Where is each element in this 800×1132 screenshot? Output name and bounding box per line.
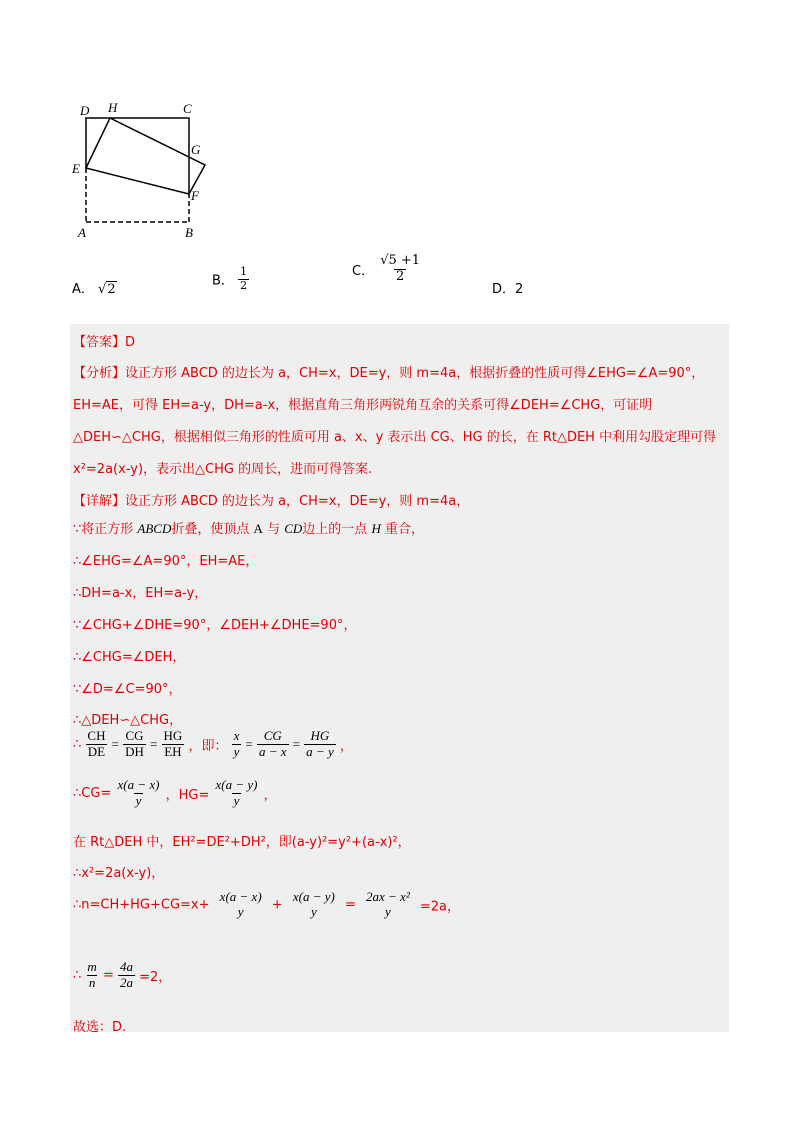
numerator: CH xyxy=(87,728,106,743)
answer-options xyxy=(72,253,752,302)
term-2-fraction xyxy=(291,890,337,920)
comma: ， xyxy=(339,738,353,754)
analysis-line-3: △DEH∽△CHG，根据相似三角形的性质可用 a、x、y 表示出 CG、HG 的长，在 Rt△DEH 中利用勾股定理可得 xyxy=(73,430,717,445)
denominator: a − x xyxy=(259,743,287,759)
detail-step-3: ∴DH=a-x，EH=a-y， xyxy=(73,586,208,601)
fraction-cg-value xyxy=(115,778,161,809)
option-c-num-text: 5 +1 xyxy=(388,253,421,268)
term-3-fraction xyxy=(364,890,412,920)
step1-a: A xyxy=(253,521,263,536)
denominator: 2a xyxy=(120,974,133,990)
label-h: H xyxy=(108,100,118,115)
numerator: 2ax − x² xyxy=(366,889,410,904)
option-a-label: A． xyxy=(72,282,94,297)
detail-header: 【详解】设正方形 ABCD 的边长为 a，CH=x，DE=y，则 m=4a， xyxy=(73,494,470,509)
label-d: D xyxy=(80,103,90,118)
denominator: EH xyxy=(164,743,182,759)
denominator: a − y xyxy=(306,743,334,759)
n-expression-prefix: ∴n=CH+HG+CG=x+ xyxy=(73,897,210,913)
detail-step-9 xyxy=(73,778,277,809)
step1-text-i: 重合， xyxy=(384,522,424,537)
analysis-line-4: x²=2a(x-y)，表示出△CHG 的周长，进而可得答案. xyxy=(73,462,373,477)
numerator: x(a − y) xyxy=(292,889,335,904)
fraction-4a-2a xyxy=(118,960,135,991)
plus-sign: + xyxy=(271,897,283,913)
fraction-cg-ax xyxy=(257,729,289,760)
option-c-fraction xyxy=(378,254,422,285)
step1-text-g: 边上的一点 xyxy=(302,522,368,537)
numerator: CG xyxy=(263,728,282,743)
denominator: y xyxy=(135,792,142,808)
fraction-hg-ay xyxy=(304,729,336,760)
option-b-numerator: 1 xyxy=(240,265,248,278)
option-d-label: D．2 xyxy=(492,282,524,297)
detail-step-2: ∴∠EHG=∠A=90°，EH=AE， xyxy=(73,554,259,569)
fraction-ch-de xyxy=(85,729,107,760)
numerator: x(a − x) xyxy=(117,777,160,792)
detail-step-7: ∴△DEH∽△CHG， xyxy=(73,713,183,728)
option-c xyxy=(352,254,422,285)
detail-step-13 xyxy=(73,960,171,991)
detail-step-8 xyxy=(73,729,353,760)
answer-line: 【答案】D xyxy=(73,335,136,350)
fraction-hg-value xyxy=(213,778,259,809)
label-e: E xyxy=(72,161,80,176)
figure-svg xyxy=(70,98,220,243)
comma: ， xyxy=(263,787,277,803)
denominator: DE xyxy=(87,743,106,759)
denominator: n xyxy=(88,974,96,990)
sqrt-symbol: √ xyxy=(380,253,389,268)
fraction-cg-dh xyxy=(123,729,146,760)
numerator: m xyxy=(87,959,97,974)
equals-sign: = xyxy=(111,736,119,752)
n-expression-suffix: =2a， xyxy=(419,899,461,915)
label-c: C xyxy=(183,101,192,116)
denominator: y xyxy=(233,792,240,808)
term-1-fraction xyxy=(218,890,264,920)
ji-text: ，即： xyxy=(188,738,228,754)
label-g: G xyxy=(191,142,201,157)
denominator: y xyxy=(237,903,244,919)
option-b-denominator: 2 xyxy=(240,278,248,292)
detail-step-6: ∵∠D=∠C=90°， xyxy=(73,682,182,697)
option-d xyxy=(492,278,523,297)
detail-step-1 xyxy=(73,518,424,537)
option-a xyxy=(72,278,117,297)
folded-square-figure xyxy=(70,98,220,243)
option-a-value xyxy=(98,281,117,297)
option-c-denominator: 2 xyxy=(396,268,405,284)
cg-label: ∴CG= xyxy=(73,785,112,801)
equals-sign: = xyxy=(292,736,301,752)
step1-text-c: 折叠，使顶点 xyxy=(171,522,250,537)
label-f: F xyxy=(191,188,199,203)
detail-step-5: ∴∠CHG=∠DEH， xyxy=(73,650,186,665)
therefore-symbol: ∴ xyxy=(73,736,82,752)
edge-e-d-c-f xyxy=(86,118,189,194)
option-b xyxy=(212,266,249,292)
option-c-numerator xyxy=(378,254,422,269)
analysis-line-1: 【分析】设正方形 ABCD 的边长为 a，CH=x，DE=y，则 m=4a，根据折叠的性质可得∠EHG=∠A=90°， xyxy=(73,366,705,381)
detail-step-12 xyxy=(73,890,460,920)
fraction-hg-eh xyxy=(162,729,185,760)
step1-text-a: ∵将正方形 xyxy=(73,522,134,537)
label-b: B xyxy=(185,225,193,240)
numerator: HG xyxy=(310,728,330,743)
equals-sign: = xyxy=(245,736,253,752)
detail-step-4: ∵∠CHG+∠DHE=90°，∠DEH+∠DHE=90°， xyxy=(73,618,357,633)
equals-sign: = xyxy=(344,897,356,913)
denominator: y xyxy=(384,903,391,919)
detail-step-10: 在 Rt△DEH 中，EH²=DE²+DH²，即(a-y)²=y²+(a-x)²， xyxy=(73,835,411,850)
numerator: CG xyxy=(125,728,144,743)
equals-sign: = xyxy=(102,967,114,983)
step1-h: H xyxy=(371,521,381,536)
label-a: A xyxy=(78,225,86,240)
fraction-x-y xyxy=(232,729,242,760)
result: =2， xyxy=(139,969,172,985)
equals-sign: = xyxy=(150,736,158,752)
option-b-fraction xyxy=(238,266,249,292)
step1-abcd: ABCD xyxy=(137,521,172,536)
denominator: y xyxy=(233,743,240,759)
step1-text-e: 与 xyxy=(267,522,281,537)
radicand: 2 xyxy=(107,282,116,297)
hg-label: ，HG= xyxy=(165,787,210,803)
numerator: 4a xyxy=(120,959,133,974)
option-c-label: C． xyxy=(352,263,375,279)
step1-cd: CD xyxy=(284,521,303,536)
folded-quadrilateral xyxy=(86,118,205,194)
numerator: x xyxy=(233,728,240,743)
denominator: DH xyxy=(125,743,144,759)
final-choice: 故选：D. xyxy=(73,1020,127,1035)
sqrt-symbol: √ xyxy=(98,282,107,297)
fraction-m-n xyxy=(85,960,98,991)
therefore-symbol: ∴ xyxy=(73,967,82,983)
detail-step-11: ∴x²=2a(x-y)， xyxy=(73,866,165,881)
numerator: x(a − x) xyxy=(219,889,262,904)
numerator: HG xyxy=(163,728,183,743)
denominator: y xyxy=(310,903,317,919)
analysis-line-2: EH=AE，可得 EH=a-y，DH=a-x，根据直角三角形两锐角互余的关系可得∠DEH=∠CHG，可证明 xyxy=(73,398,653,413)
option-b-label: B． xyxy=(212,273,234,289)
numerator: x(a − y) xyxy=(215,777,258,792)
